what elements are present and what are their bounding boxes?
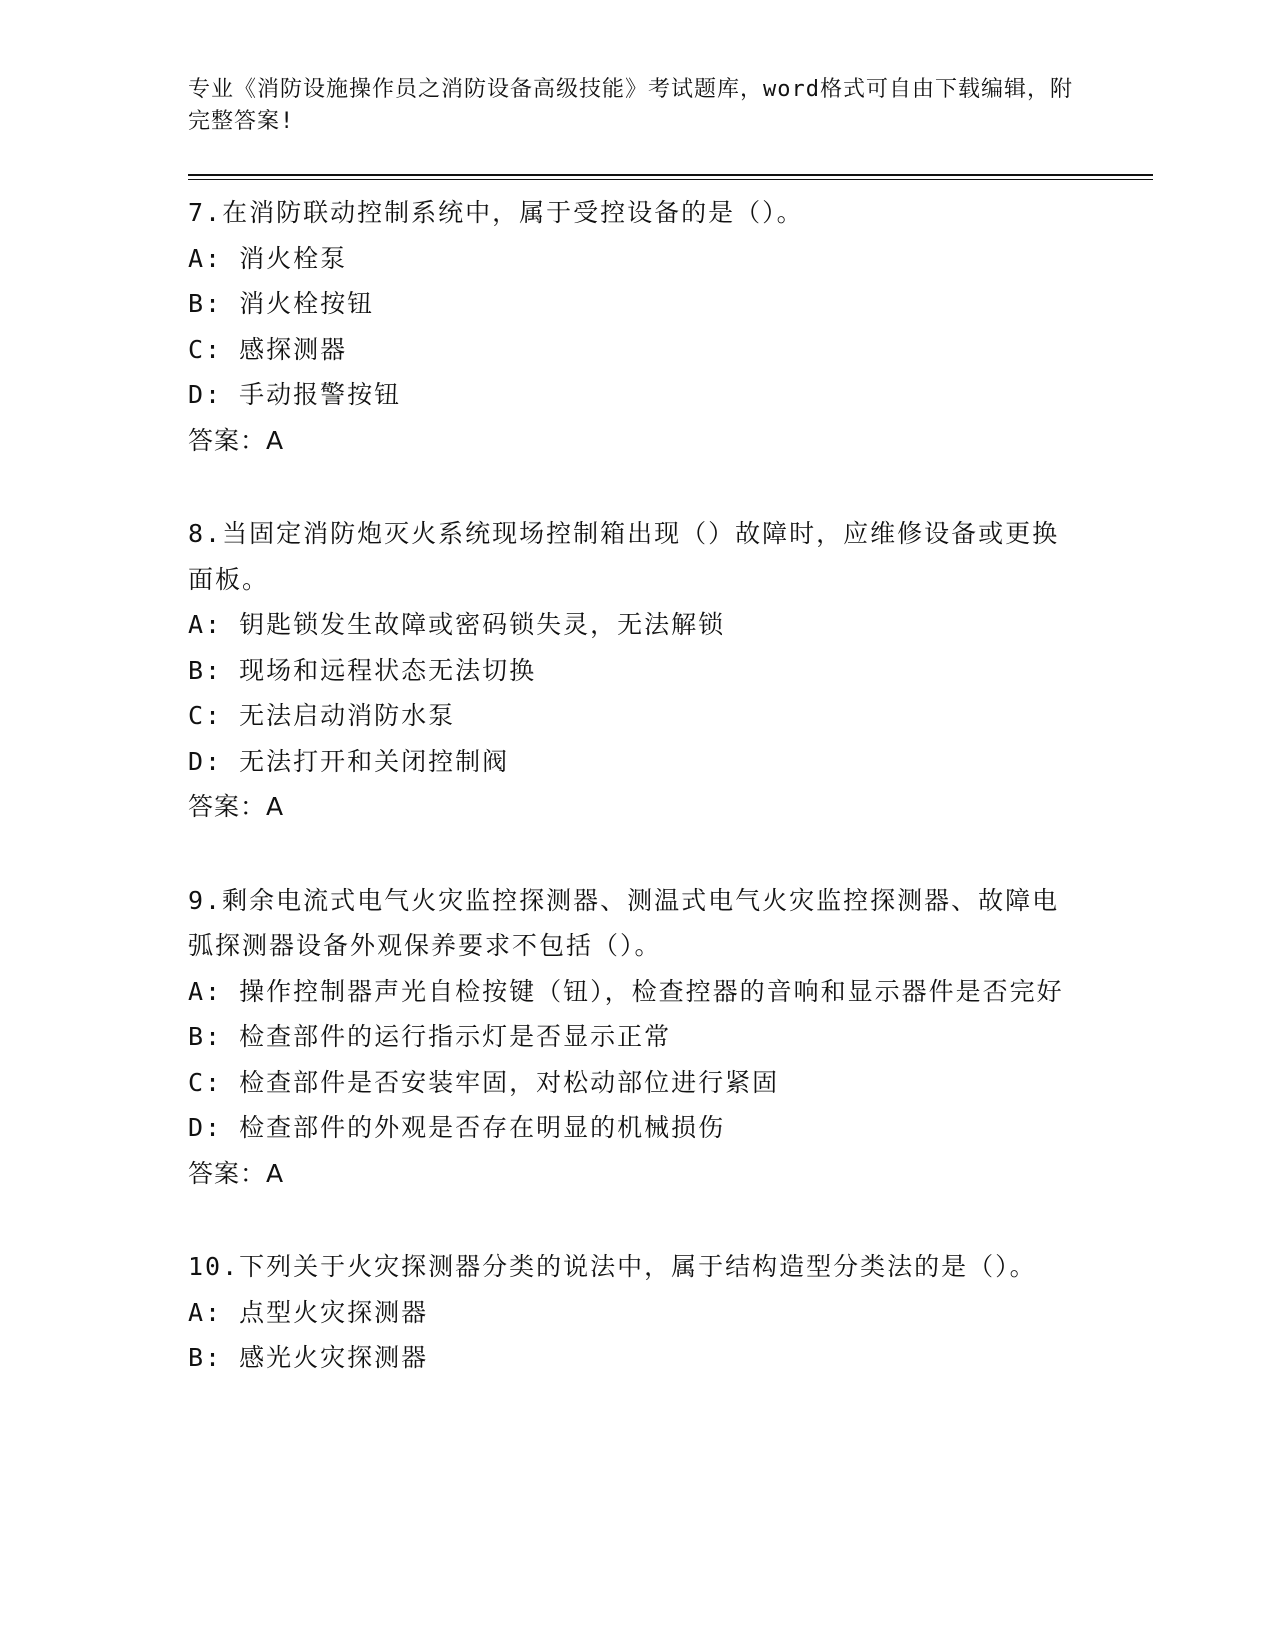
option-c: C: 检查部件是否安装牢固，对松动部位进行紧固 <box>188 1067 780 1097</box>
question-8 <box>188 511 1078 830</box>
header-divider-thick <box>188 174 1153 176</box>
question-7 <box>188 190 1078 463</box>
question-stem: 8.当固定消防炮灭火系统现场控制箱出现（）故障时，应维修设备或更换面板。 <box>188 519 1060 594</box>
question-stem: 7.在消防联动控制系统中，属于受控设备的是（）。 <box>188 198 804 227</box>
option-a: A: 钥匙锁发生故障或密码锁失灵，无法解锁 <box>188 610 726 639</box>
document-header: 专业《消防设施操作员之消防设备高级技能》考试题库，word格式可自由下载编辑，附完整答案! <box>188 77 1073 134</box>
option-c: C: 无法启动消防水泵 <box>188 701 456 730</box>
question-10 <box>188 1244 1078 1381</box>
question-9 <box>188 878 1078 1197</box>
option-b: B: 检查部件的运行指示灯是否显示正常 <box>188 1022 672 1051</box>
option-c: C: 感探测器 <box>188 334 348 364</box>
option-b: B: 感光火灾探测器 <box>188 1343 429 1372</box>
answer: 答案：A <box>188 792 285 821</box>
option-a: A: 操作控制器声光自检按键（钮），检查控器的音响和显示器件是否完好 <box>188 976 1064 1006</box>
option-b: B: 现场和远程状态无法切换 <box>188 655 537 685</box>
question-stem: 9.剩余电流式电气火灾监控探测器、测温式电气火灾监控探测器、故障电弧探测器设备外观保养要求不包括（）。 <box>188 885 1060 960</box>
option-b: B: 消火栓按钮 <box>188 289 375 318</box>
option-d: D: 无法打开和关闭控制阀 <box>188 746 510 776</box>
question-stem: 10.下列关于火灾探测器分类的说法中，属于结构造型分类法的是（）。 <box>188 1252 1037 1281</box>
answer: 答案：A <box>188 425 285 455</box>
header-divider-thin <box>188 179 1153 180</box>
answer: 答案：A <box>188 1158 285 1188</box>
option-a: A: 消火栓泵 <box>188 243 348 273</box>
option-a: A: 点型火灾探测器 <box>188 1297 429 1327</box>
option-d: D: 手动报警按钮 <box>188 380 402 409</box>
option-d: D: 检查部件的外观是否存在明显的机械损伤 <box>188 1113 726 1142</box>
question-list <box>188 190 1078 1429</box>
